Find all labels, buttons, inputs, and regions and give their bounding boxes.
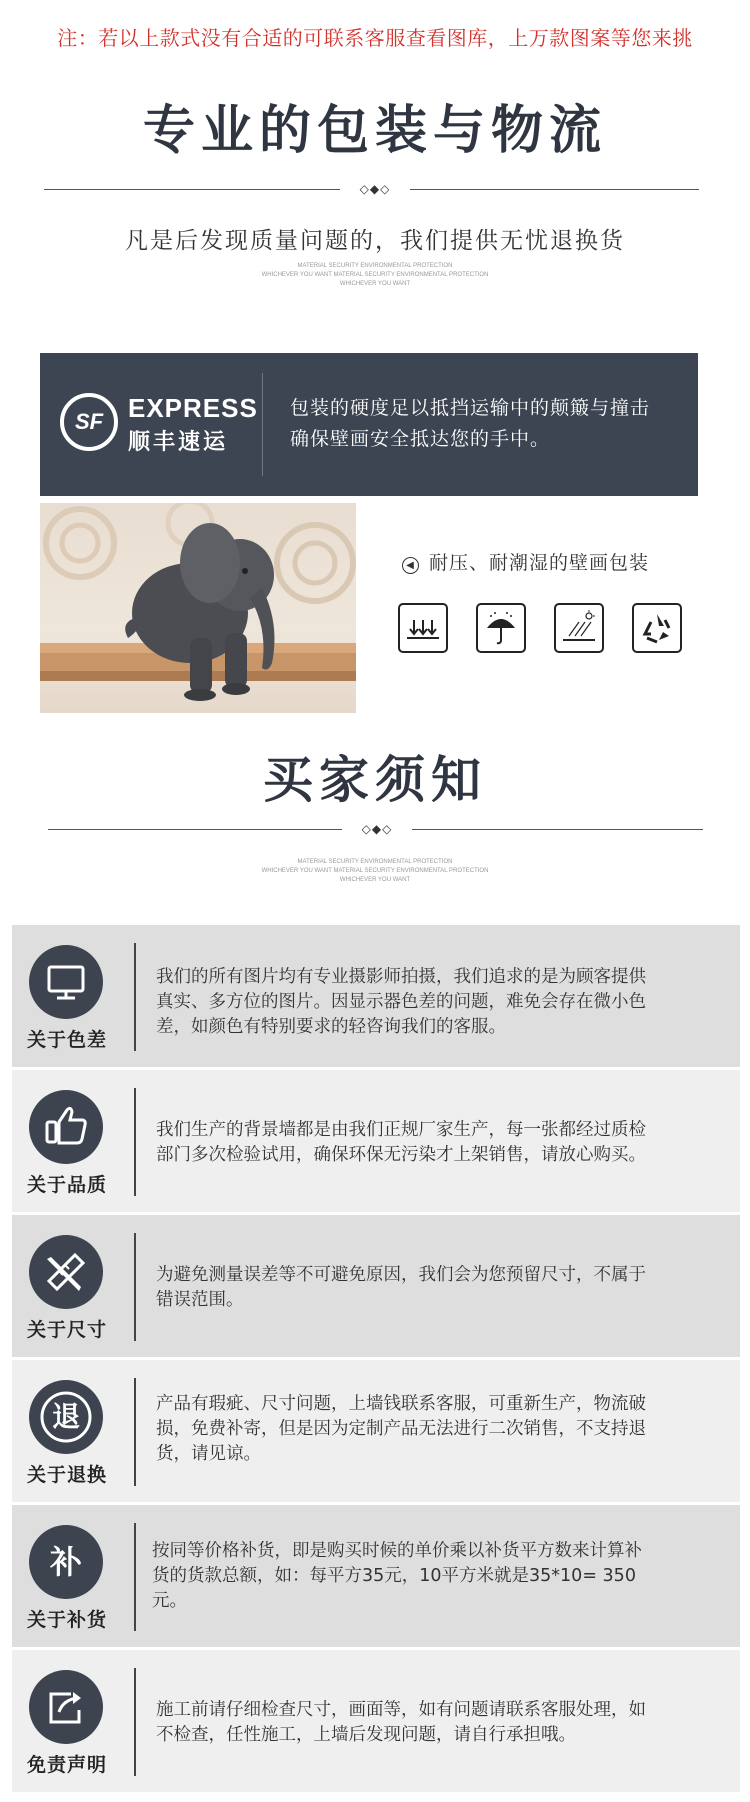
notice-line: 错误范围。 (156, 1290, 244, 1310)
packaging-line (402, 548, 649, 575)
pressure-icon (398, 603, 448, 653)
notice-row-return (12, 1360, 740, 1502)
tiny-caption-line: MATERIAL SECURITY ENVIRONMENTAL PROTECTION (297, 859, 453, 865)
tiny-caption (0, 858, 750, 885)
diamond-ornament: ◇◆◇ (342, 822, 412, 836)
notice-text: 注：若以上款式没有合适的可联系客服查看图库，上万款图案等您来挑 (57, 26, 693, 50)
ruler-pencil-icon (29, 1235, 103, 1309)
row-divider (134, 1233, 136, 1341)
sf-cn-name: 顺丰速运 (128, 430, 229, 455)
recycle-icon (632, 603, 682, 653)
notice-row-disclaimer (12, 1650, 740, 1792)
diamond-ornament: ◇◆◇ (340, 182, 410, 196)
notice-line: 我们生产的背景墙都是由我们正规厂家生产，每一张都经过质检 (156, 1120, 646, 1140)
notice-line: 施工前请仔细检查尺寸，画面等，如有问题请联系客服处理，如 (156, 1700, 646, 1720)
return-icon (29, 1380, 103, 1454)
notice-line: 为避免测量误差等不可避免原因，我们会为您预留尺寸，不属于 (156, 1265, 646, 1285)
section-title-packaging: 专业的包装与物流 (142, 100, 607, 161)
sf-description (290, 393, 650, 455)
notice-line: 我们的所有图片均有专业摄影师拍摄，我们追求的是为顾客提供 (156, 967, 646, 987)
arrow-left-icon: ◀ (402, 557, 419, 574)
notice-line: 部门多次检验试用，确保环保无污染才上架销售，请放心购买。 (156, 1145, 646, 1165)
notice-line: 货，请见谅。 (156, 1444, 261, 1464)
tiny-caption-line: WHICHEVER YOU WANT (339, 877, 411, 883)
notice-line: 不检查，任性施工，上墙后发现问题，请自行承担哦。 (156, 1725, 576, 1745)
notice-text (156, 965, 726, 1040)
section-subtitle: 凡是后发现质量问题的，我们提供无忧退换货 (125, 228, 625, 254)
row-divider (134, 1668, 136, 1776)
elephant-on-tube-image (40, 503, 356, 713)
notice-label: 关于补货 (26, 1609, 107, 1631)
notice-text (156, 1263, 726, 1313)
notice-text (156, 1698, 726, 1748)
tiny-caption-line: WHICHEVER YOU WANT MATERIAL SECURITY ENVIRONMENTAL PROTECTION (261, 868, 489, 874)
notice-line: 差，如颜色有特别要求的轻咨询我们的客服。 (156, 1017, 506, 1037)
notice-line: 按同等价格补货，即是购买时候的单价乘以补货平方数来计算补 (152, 1541, 642, 1561)
thumbs-up-icon (29, 1090, 103, 1164)
notice-row-color (12, 925, 740, 1067)
share-icon (29, 1670, 103, 1744)
return-glyph: 退 (51, 1400, 80, 1433)
notice-row-quality (12, 1070, 740, 1212)
notice-line: 货的货款总额，如：每平方35元，10平方米就是35*10= 350 (152, 1566, 636, 1586)
notice-text (152, 1539, 722, 1614)
notice-label: 关于尺寸 (26, 1319, 107, 1341)
notice-label: 关于退换 (26, 1464, 107, 1486)
banner-divider (262, 373, 263, 476)
tiny-caption-line: WHICHEVER YOU WANT (339, 281, 411, 287)
supplement-icon (29, 1525, 103, 1599)
moisture-icon (554, 603, 604, 653)
notice-label: 关于品质 (26, 1174, 107, 1196)
notice-row-restock (12, 1505, 740, 1647)
sf-description-line: 确保壁画安全抵达您的手中。 (290, 428, 551, 450)
notice-line: 真实、多方位的图片。因显示器色差的问题，难免会存在微小色 (156, 992, 646, 1012)
row-divider (134, 943, 136, 1051)
notice-label: 关于色差 (26, 1029, 107, 1051)
notice-row-size (12, 1215, 740, 1357)
notice-line: 产品有瑕疵、尺寸问题，上墙钱联系客服，可重新生产，物流破 (156, 1394, 646, 1414)
monitor-icon (29, 945, 103, 1019)
sf-logo-icon: SF (60, 393, 118, 451)
tiny-caption-line: WHICHEVER YOU WANT MATERIAL SECURITY ENVIRONMENTAL PROTECTION (261, 272, 489, 278)
notice-text (156, 1392, 726, 1467)
tiny-caption-line: MATERIAL SECURITY ENVIRONMENTAL PROTECTION (297, 263, 453, 269)
row-divider (134, 1523, 136, 1631)
notice-line: 损，免费补寄，但是因为定制产品无法进行二次销售，不支持退 (156, 1419, 646, 1439)
sf-express-label: EXPRESS (128, 393, 258, 423)
umbrella-icon (476, 603, 526, 653)
notice-line: 元。 (152, 1591, 187, 1611)
packaging-label: 耐压、耐潮湿的壁画包装 (429, 552, 650, 574)
row-divider (134, 1378, 136, 1486)
sf-express-banner (40, 353, 698, 496)
tiny-caption (0, 262, 750, 289)
sf-description-line: 包装的硬度足以抵挡运输中的颠簸与撞击 (290, 397, 651, 419)
supplement-glyph: 补 (49, 1543, 82, 1581)
notice-label: 免责声明 (26, 1754, 107, 1776)
row-divider (134, 1088, 136, 1196)
notice-text (156, 1118, 726, 1168)
section-title-buyer-notice: 买家须知 (263, 750, 487, 809)
